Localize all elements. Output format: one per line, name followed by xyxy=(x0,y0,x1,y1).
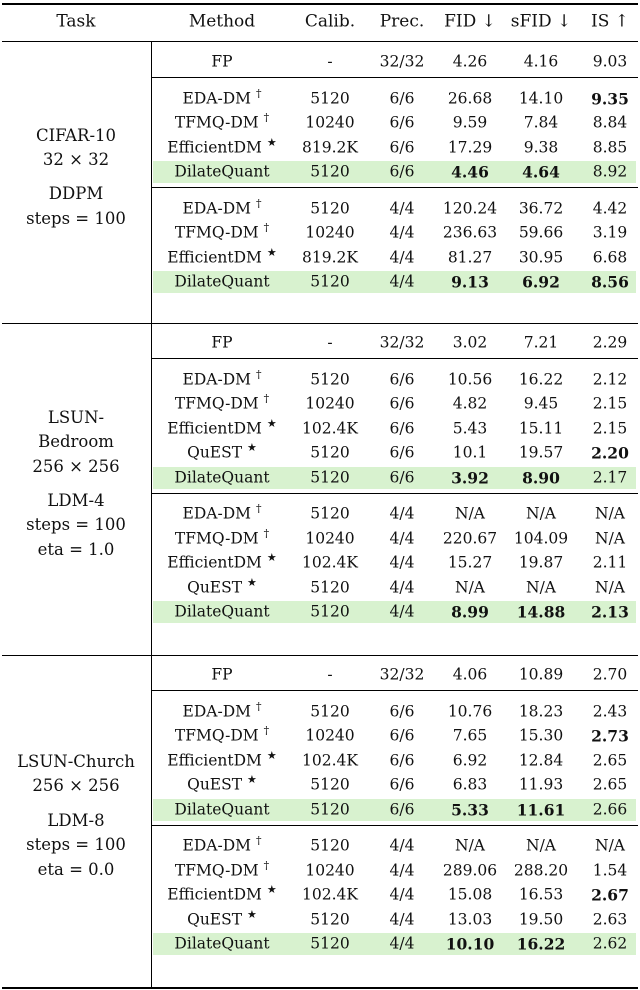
fid-cell: 17.29 xyxy=(447,137,493,156)
header-is: IS ↑ xyxy=(590,11,630,32)
method-name: FP xyxy=(211,333,233,352)
sfid-cell: 36.72 xyxy=(518,198,564,217)
prec-cell: 6/6 xyxy=(389,113,415,132)
star-mark-icon: ★ xyxy=(247,575,257,589)
sfid-cell: 9.45 xyxy=(523,394,559,413)
method-cell xyxy=(187,575,257,596)
sfid-cell: 6.92 xyxy=(522,272,560,292)
calib-cell: 5120 xyxy=(310,799,350,818)
is-cell: N/A xyxy=(595,504,625,523)
fid-cell: 4.46 xyxy=(451,162,489,182)
prec-cell: 4/4 xyxy=(389,885,415,904)
sfid-cell: 104.09 xyxy=(513,528,569,547)
star-mark-icon: ★ xyxy=(266,883,277,897)
prec-cell: 6/6 xyxy=(389,394,415,413)
dagger-mark-icon: † xyxy=(255,86,262,100)
sfid-cell: 30.95 xyxy=(518,247,564,266)
task-label-line: Bedroom xyxy=(38,431,114,451)
task-label-line: eta = 1.0 xyxy=(37,539,115,559)
fid-cell: 15.08 xyxy=(447,885,493,904)
header-method: Method xyxy=(188,11,256,32)
method-name: TFMQ-DM xyxy=(174,726,259,745)
method-name: DilateQuant xyxy=(174,799,270,818)
group-rule xyxy=(152,690,638,691)
header-fid: FID ↓ xyxy=(444,11,496,32)
prec-cell: 4/4 xyxy=(389,247,415,266)
calib-cell: 102.4K xyxy=(302,418,358,437)
calib-cell: 10240 xyxy=(305,394,355,413)
task-label-line: eta = 0.0 xyxy=(37,859,115,879)
prec-cell: 6/6 xyxy=(389,775,415,794)
sfid-cell: 18.23 xyxy=(518,701,564,720)
method-cell xyxy=(174,221,270,242)
task-label-line: CIFAR-10 xyxy=(35,125,117,145)
table-bottom-rule xyxy=(2,987,638,989)
prec-cell: 4/4 xyxy=(389,934,415,953)
dagger-mark-icon: † xyxy=(263,392,270,406)
dagger-mark-icon: † xyxy=(255,196,262,210)
fid-cell: 9.13 xyxy=(451,272,489,292)
task-column-separator xyxy=(151,323,152,655)
calib-cell: 5120 xyxy=(310,775,350,794)
fid-cell: 5.43 xyxy=(452,418,488,437)
task-label-line: LSUN-Church xyxy=(17,751,135,771)
prec-cell: 4/4 xyxy=(389,528,415,547)
star-mark-icon: ★ xyxy=(266,551,277,565)
sfid-cell: 12.84 xyxy=(518,750,564,769)
sfid-cell: N/A xyxy=(526,836,556,855)
sfid-cell: 15.30 xyxy=(518,726,564,745)
calib-cell: 10240 xyxy=(305,528,355,547)
is-cell: 8.85 xyxy=(592,137,628,156)
calib-cell: 819.2K xyxy=(302,137,358,156)
fid-cell: 26.68 xyxy=(447,88,493,107)
sfid-cell: 7.21 xyxy=(523,333,559,352)
method-cell xyxy=(167,135,277,156)
method-name: EDA-DM xyxy=(182,198,252,217)
is-cell: N/A xyxy=(595,577,625,596)
prec-cell: 6/6 xyxy=(389,467,415,486)
sfid-cell: 7.84 xyxy=(523,113,559,132)
fid-cell: 10.76 xyxy=(447,701,493,720)
is-cell: 2.63 xyxy=(592,909,628,928)
group-rule xyxy=(152,77,638,78)
method-name: EfficientDM xyxy=(167,885,262,904)
sfid-cell: 11.93 xyxy=(518,775,564,794)
method-name: EfficientDM xyxy=(167,247,262,266)
is-cell: 2.66 xyxy=(592,799,628,818)
fid-cell: 3.02 xyxy=(452,333,488,352)
group-rule xyxy=(152,358,638,359)
method-name: DilateQuant xyxy=(174,602,270,621)
method-cell xyxy=(167,883,277,904)
group-rule xyxy=(152,187,638,188)
fid-cell: 5.33 xyxy=(451,799,489,819)
sfid-cell: 4.64 xyxy=(522,162,560,182)
method-name: EfficientDM xyxy=(167,553,262,572)
star-mark-icon: ★ xyxy=(266,748,277,762)
calib-cell: 5120 xyxy=(310,88,350,107)
method-name: DilateQuant xyxy=(174,467,270,486)
is-cell: 2.17 xyxy=(592,467,628,486)
method-name: TFMQ-DM xyxy=(174,860,259,879)
method-cell xyxy=(174,799,270,818)
is-cell: 2.15 xyxy=(592,394,628,413)
prec-cell: 4/4 xyxy=(389,504,415,523)
prec-cell: 32/32 xyxy=(379,333,425,352)
calib-cell: 102.4K xyxy=(302,885,358,904)
is-cell: 8.92 xyxy=(592,162,628,181)
fid-cell: 7.65 xyxy=(452,726,488,745)
task-label-line: steps = 100 xyxy=(26,515,126,535)
method-name: EDA-DM xyxy=(182,88,252,107)
prec-cell: 4/4 xyxy=(389,909,415,928)
dagger-mark-icon: † xyxy=(263,858,270,872)
fid-cell: 81.27 xyxy=(447,247,493,266)
prec-cell: 6/6 xyxy=(389,726,415,745)
task-label-line: DDPM xyxy=(48,184,104,204)
sfid-cell: 16.53 xyxy=(518,885,564,904)
is-cell: 2.13 xyxy=(591,602,629,622)
header-rule xyxy=(2,41,638,42)
is-cell: 2.29 xyxy=(592,333,628,352)
group-rule xyxy=(152,825,638,826)
is-cell: 2.62 xyxy=(592,934,628,953)
prec-cell: 4/4 xyxy=(389,272,415,291)
task-column-separator xyxy=(151,655,152,987)
dagger-mark-icon: † xyxy=(255,834,262,848)
method-cell xyxy=(174,858,270,879)
calib-cell: 102.4K xyxy=(302,553,358,572)
star-mark-icon: ★ xyxy=(247,907,257,921)
task-label-line: steps = 100 xyxy=(26,834,126,854)
method-cell xyxy=(174,392,270,413)
fid-cell: 120.24 xyxy=(442,198,498,217)
calib-cell: 5120 xyxy=(310,369,350,388)
dagger-mark-icon: † xyxy=(263,221,270,235)
prec-cell: 6/6 xyxy=(389,137,415,156)
task-label-line: LDM-8 xyxy=(47,810,105,830)
fid-cell: 236.63 xyxy=(442,223,498,242)
prec-cell: 6/6 xyxy=(389,418,415,437)
fid-cell: 6.92 xyxy=(452,750,488,769)
method-name: QuEST xyxy=(187,577,243,596)
task-label-line: 256 × 256 xyxy=(32,776,120,795)
method-cell xyxy=(167,416,277,437)
calib-cell: 10240 xyxy=(305,113,355,132)
fid-cell: 10.1 xyxy=(452,443,488,462)
fid-cell: 4.06 xyxy=(452,665,488,684)
fid-cell: 6.83 xyxy=(452,775,488,794)
task-column-separator xyxy=(151,42,152,323)
is-cell: N/A xyxy=(595,528,625,547)
method-cell xyxy=(167,551,277,572)
prec-cell: 4/4 xyxy=(389,860,415,879)
group-rule xyxy=(152,493,638,494)
fid-cell: N/A xyxy=(455,504,485,523)
is-cell: 2.12 xyxy=(592,369,628,388)
sfid-cell: 19.57 xyxy=(518,443,564,462)
method-name: QuEST xyxy=(187,909,243,928)
task-label-line: LSUN- xyxy=(47,407,105,427)
is-cell: 3.19 xyxy=(592,223,628,242)
fid-cell: 15.27 xyxy=(447,553,493,572)
prec-cell: 4/4 xyxy=(389,198,415,217)
sfid-cell: 14.10 xyxy=(518,88,564,107)
star-mark-icon: ★ xyxy=(247,441,257,455)
is-cell: 2.65 xyxy=(592,775,628,794)
method-cell xyxy=(211,667,232,683)
method-cell xyxy=(167,748,277,769)
calib-cell: 5120 xyxy=(310,577,350,596)
method-name: EDA-DM xyxy=(182,836,252,855)
method-cell xyxy=(174,604,269,620)
calib-cell: 5120 xyxy=(310,443,350,462)
fid-cell: 13.03 xyxy=(447,909,493,928)
is-cell: 2.11 xyxy=(592,553,628,572)
method-cell xyxy=(182,834,262,855)
calib-cell: - xyxy=(327,52,333,71)
calib-cell: 5120 xyxy=(310,198,350,217)
fid-cell: 3.92 xyxy=(451,467,489,487)
method-cell xyxy=(187,441,257,462)
sfid-cell: 16.22 xyxy=(518,369,564,388)
calib-cell: 5120 xyxy=(310,909,350,928)
method-cell xyxy=(174,274,269,290)
section-rule xyxy=(2,655,638,656)
dagger-mark-icon: † xyxy=(263,526,270,540)
method-cell xyxy=(182,699,262,720)
prec-cell: 6/6 xyxy=(389,369,415,388)
sfid-cell: 4.16 xyxy=(523,52,559,71)
prec-cell: 4/4 xyxy=(389,223,415,242)
dagger-mark-icon: † xyxy=(255,699,262,713)
is-cell: 1.54 xyxy=(592,860,628,879)
prec-cell: 6/6 xyxy=(389,88,415,107)
is-cell: N/A xyxy=(595,836,625,855)
method-name: EfficientDM xyxy=(167,418,262,437)
calib-cell: - xyxy=(327,665,333,684)
method-cell xyxy=(187,773,257,794)
method-cell xyxy=(182,196,262,217)
prec-cell: 4/4 xyxy=(389,836,415,855)
is-cell: 6.68 xyxy=(592,247,628,266)
header-task: Task xyxy=(56,11,96,32)
sfid-cell: 14.88 xyxy=(516,602,566,622)
fid-cell: 4.26 xyxy=(452,52,488,71)
method-cell xyxy=(174,724,270,745)
calib-cell: 5120 xyxy=(310,836,350,855)
method-cell xyxy=(167,245,277,266)
task-label-line: steps = 100 xyxy=(26,208,126,228)
calib-cell: 5120 xyxy=(310,272,350,291)
prec-cell: 4/4 xyxy=(389,602,415,621)
table-top-rule xyxy=(2,3,638,5)
sfid-cell: N/A xyxy=(526,504,556,523)
fid-cell: 220.67 xyxy=(442,528,498,547)
prec-cell: 32/32 xyxy=(379,665,425,684)
is-cell: 2.65 xyxy=(592,750,628,769)
calib-cell: 5120 xyxy=(310,162,350,181)
method-name: DilateQuant xyxy=(174,272,270,291)
star-mark-icon: ★ xyxy=(266,245,277,259)
prec-cell: 6/6 xyxy=(389,799,415,818)
calib-cell: 5120 xyxy=(310,602,350,621)
method-name: EfficientDM xyxy=(167,750,262,769)
method-name: TFMQ-DM xyxy=(174,113,259,132)
prec-cell: 6/6 xyxy=(389,162,415,181)
calib-cell: 819.2K xyxy=(302,247,358,266)
fid-cell: N/A xyxy=(455,836,485,855)
calib-cell: 5120 xyxy=(310,701,350,720)
method-cell xyxy=(174,936,269,952)
method-cell xyxy=(182,502,262,523)
method-cell xyxy=(211,335,232,351)
fid-cell: 10.10 xyxy=(445,934,495,954)
prec-cell: 6/6 xyxy=(389,701,415,720)
calib-cell: 10240 xyxy=(305,860,355,879)
method-name: TFMQ-DM xyxy=(174,394,259,413)
method-cell xyxy=(174,164,269,180)
header-calib: Calib. xyxy=(304,11,356,32)
fid-cell: N/A xyxy=(455,577,485,596)
method-name: DilateQuant xyxy=(174,934,270,953)
is-cell: 2.20 xyxy=(591,443,629,463)
method-cell xyxy=(211,54,232,70)
method-name: FP xyxy=(211,52,233,71)
sfid-cell: 10.89 xyxy=(518,665,564,684)
fid-cell: 4.82 xyxy=(452,394,488,413)
calib-cell: 10240 xyxy=(305,726,355,745)
is-cell: 9.03 xyxy=(592,52,628,71)
method-cell xyxy=(174,111,270,132)
method-name: QuEST xyxy=(187,775,243,794)
method-name: EDA-DM xyxy=(182,701,252,720)
sfid-cell: 8.90 xyxy=(522,467,560,487)
method-name: QuEST xyxy=(187,443,243,462)
method-name: TFMQ-DM xyxy=(174,528,259,547)
prec-cell: 4/4 xyxy=(389,577,415,596)
prec-cell: 6/6 xyxy=(389,443,415,462)
calib-cell: 5120 xyxy=(310,467,350,486)
is-cell: 2.73 xyxy=(591,726,629,746)
sfid-cell: 59.66 xyxy=(518,223,564,242)
method-name: EfficientDM xyxy=(167,137,262,156)
calib-cell: 10240 xyxy=(305,223,355,242)
header-sfid: sFID ↓ xyxy=(510,11,572,32)
star-mark-icon: ★ xyxy=(247,773,257,787)
fid-cell: 289.06 xyxy=(442,860,498,879)
fid-cell: 8.99 xyxy=(451,602,489,622)
fid-cell: 9.59 xyxy=(452,113,488,132)
sfid-cell: N/A xyxy=(526,577,556,596)
method-name: EDA-DM xyxy=(182,369,252,388)
prec-cell: 32/32 xyxy=(379,52,425,71)
method-name: TFMQ-DM xyxy=(174,223,259,242)
task-label-line: 256 × 256 xyxy=(32,456,120,476)
is-cell: 2.43 xyxy=(592,701,628,720)
sfid-cell: 11.61 xyxy=(516,799,566,819)
is-cell: 9.35 xyxy=(591,88,629,108)
method-cell xyxy=(187,907,257,928)
method-cell xyxy=(174,526,270,547)
star-mark-icon: ★ xyxy=(266,135,277,149)
star-mark-icon: ★ xyxy=(266,416,277,430)
is-cell: 2.15 xyxy=(592,418,628,437)
dagger-mark-icon: † xyxy=(255,502,262,516)
method-name: EDA-DM xyxy=(182,504,252,523)
sfid-cell: 16.22 xyxy=(516,934,566,954)
section-rule xyxy=(2,323,638,324)
prec-cell: 4/4 xyxy=(389,553,415,572)
sfid-cell: 19.87 xyxy=(518,553,564,572)
header-prec: Prec. xyxy=(379,11,425,32)
sfid-cell: 288.20 xyxy=(513,860,569,879)
dagger-mark-icon: † xyxy=(255,367,262,381)
calib-cell: 5120 xyxy=(310,934,350,953)
is-cell: 4.42 xyxy=(592,198,628,217)
sfid-cell: 19.50 xyxy=(518,909,564,928)
method-name: DilateQuant xyxy=(174,162,270,181)
method-cell xyxy=(182,367,262,388)
task-label-line: 32 × 32 xyxy=(42,149,110,169)
is-cell: 8.84 xyxy=(592,113,628,132)
is-cell: 2.70 xyxy=(592,665,628,684)
sfid-cell: 9.38 xyxy=(523,137,559,156)
method-cell xyxy=(182,86,262,107)
dagger-mark-icon: † xyxy=(263,111,270,125)
prec-cell: 6/6 xyxy=(389,750,415,769)
sfid-cell: 15.11 xyxy=(518,418,564,437)
dagger-mark-icon: † xyxy=(263,724,270,738)
calib-cell: 5120 xyxy=(310,504,350,523)
task-label-line: LDM-4 xyxy=(47,490,105,510)
is-cell: 8.56 xyxy=(591,272,629,292)
calib-cell: - xyxy=(327,333,333,352)
is-cell: 2.67 xyxy=(591,885,629,905)
fid-cell: 10.56 xyxy=(447,369,493,388)
method-cell xyxy=(174,467,270,486)
method-name: FP xyxy=(211,665,233,684)
calib-cell: 102.4K xyxy=(302,750,358,769)
